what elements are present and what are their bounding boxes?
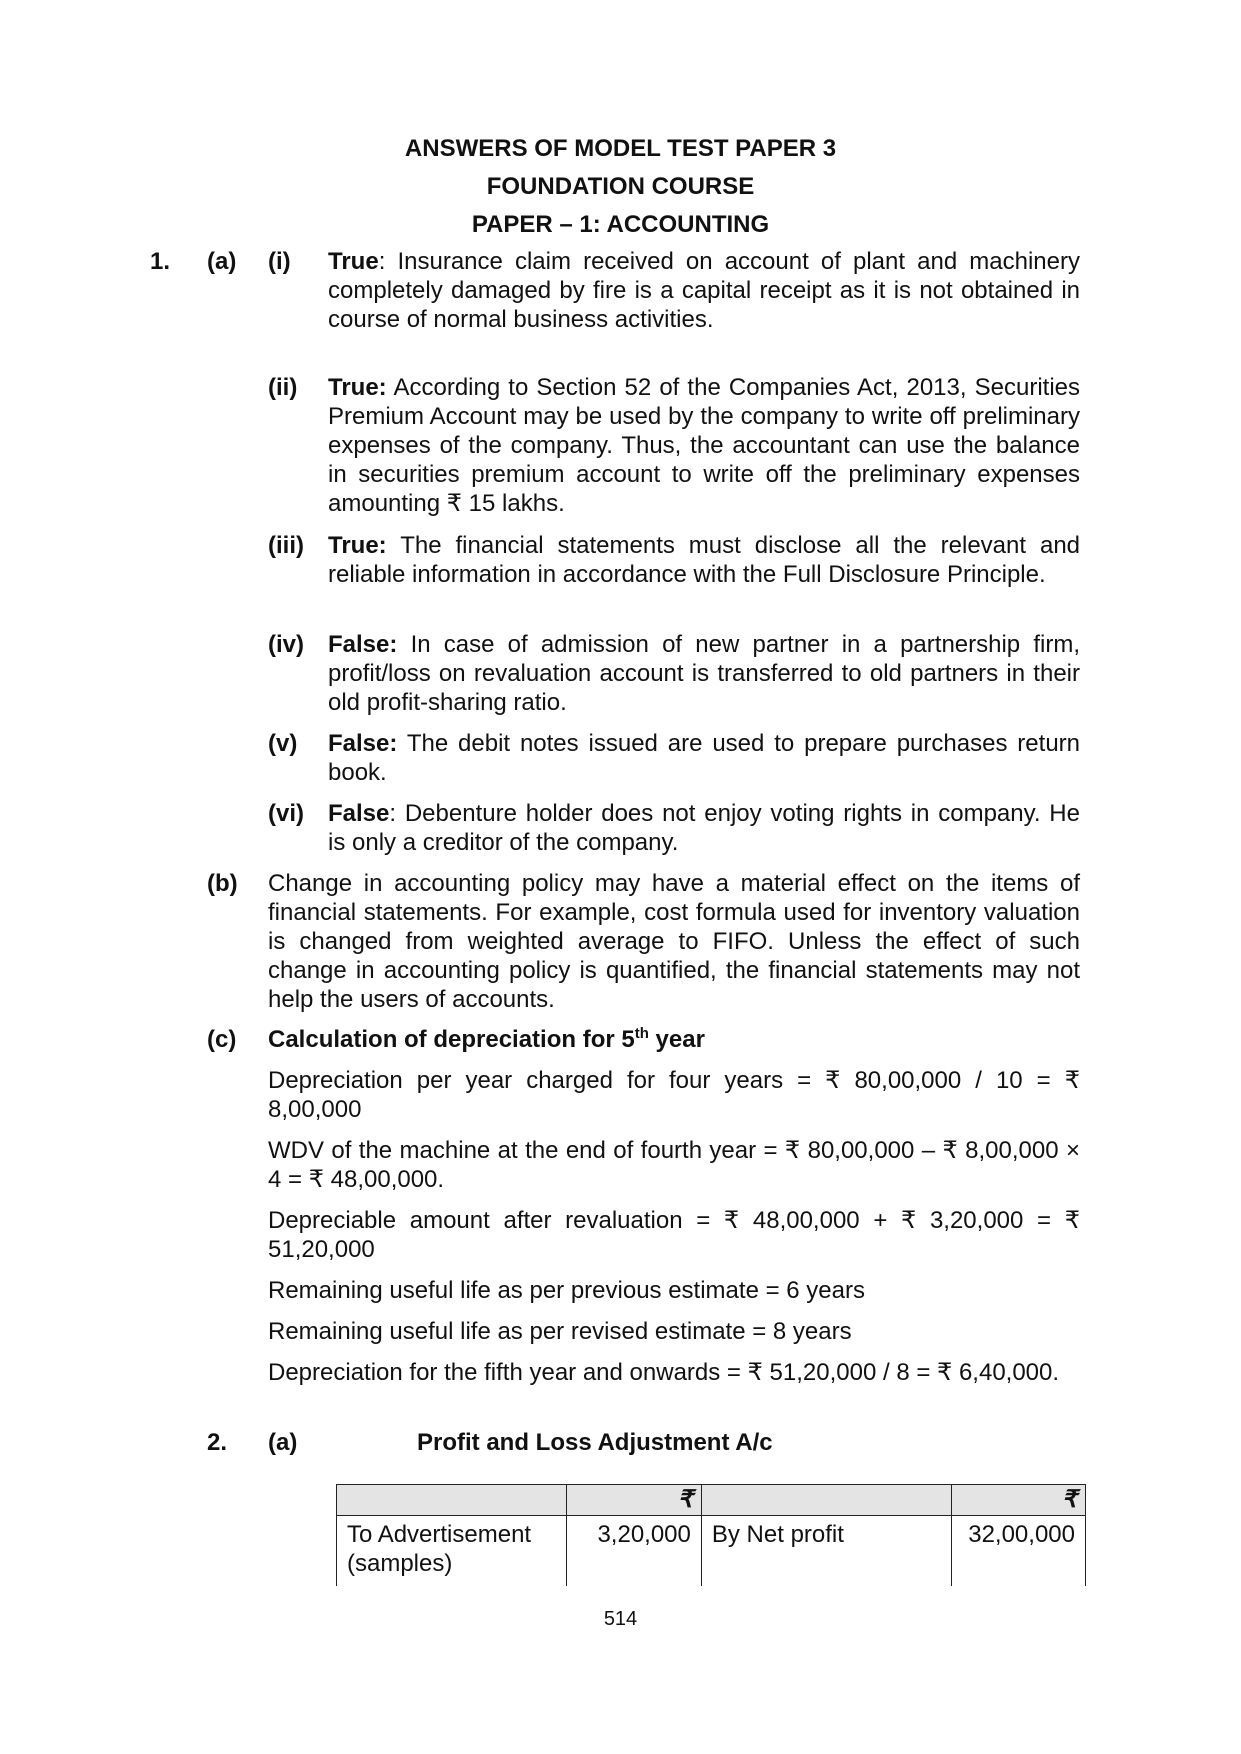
header-cr-currency: ₹ bbox=[951, 1485, 1085, 1516]
q1a-item-2-text: According to Section 52 of the Companies Act, 2013, Securities Premium Account may be used by the company to write off preliminary expenses of the company. Thus, the accountant can use the balance in securities premium account to write off the preliminary expenses amounting ₹ 15 lakhs. bbox=[328, 374, 1081, 517]
q1a-item-1-number: (i) bbox=[268, 248, 291, 275]
profit-loss-adjustment-table bbox=[336, 1484, 1086, 1586]
q1a-item-4-verdict: False: bbox=[328, 631, 398, 658]
question-2-number: 2. bbox=[207, 1429, 228, 1456]
q1a-item-5-answer bbox=[328, 729, 1080, 787]
q1-part-a-label: (a) bbox=[207, 248, 237, 275]
course-name: FOUNDATION COURSE bbox=[486, 173, 755, 200]
cr-particular: By Net profit bbox=[701, 1516, 951, 1587]
q1a-item-3-number: (iii) bbox=[268, 532, 304, 559]
cr-amount: 32,00,000 bbox=[951, 1516, 1085, 1587]
q1c-line-wdv: WDV of the machine at the end of fourth year = ₹ 80,00,000 – ₹ 8,00,000 × 4 = ₹ 48,00,000. bbox=[268, 1137, 1080, 1193]
q1a-item-5-text: The debit notes issued are used to prepare purchases return book. bbox=[328, 730, 1081, 786]
q2a-account-title: Profit and Loss Adjustment A/c bbox=[417, 1429, 773, 1456]
q1a-item-6-answer: False: Debenture holder does not enjoy voting rights in company. He is only a creditor of the company. bbox=[328, 800, 1080, 856]
dr-amount: 3,20,000 bbox=[567, 1516, 701, 1587]
q1a-item-2-verdict: True: bbox=[328, 374, 387, 401]
q1a-item-4-text: In case of admission of new partner in a partnership firm, profit/loss on revaluation account is transferred to old partners in their old profit-sharing ratio. bbox=[328, 631, 1080, 716]
q1-part-c-label: (c) bbox=[207, 1026, 237, 1053]
question-1-number: 1. bbox=[150, 248, 171, 275]
q1c-line-previous-life: Remaining useful life as per previous estimate = 6 years bbox=[268, 1277, 865, 1304]
q1c-line-fifth-year-depreciation: Depreciation for the fifth year and onwards = ₹ 51,20,000 / 8 = ₹ 6,40,000. bbox=[268, 1359, 1060, 1386]
q1a-item-5-number: (v) bbox=[268, 730, 298, 757]
q1a-item-6-number: (vi) bbox=[268, 800, 304, 827]
q1c-line-depreciable-amount: Depreciable amount after revaluation = ₹ 48,00,000 + ₹ 3,20,000 = ₹ 51,20,000 bbox=[268, 1207, 1080, 1263]
q1a-item-1-answer: True: Insurance claim received on account of plant and machinery completely damaged by fire is a capital receipt as it is not obtained in course of normal business activities. bbox=[328, 248, 1080, 333]
q1a-item-6-verdict: False bbox=[328, 800, 390, 827]
q1c-line-revised-life: Remaining useful life as per revised estimate = 8 years bbox=[268, 1318, 852, 1345]
header-cr-particulars bbox=[701, 1485, 951, 1516]
q1a-item-2-answer bbox=[328, 373, 1080, 518]
q1a-item-3-verdict: True: bbox=[328, 532, 387, 559]
paper-name: PAPER – 1: ACCOUNTING bbox=[471, 211, 770, 238]
q1-part-b-answer: Change in accounting policy may have a material effect on the items of financial statements. For example, cost formula used for inventory valuation is changed from weighted average to FIFO. Unless the effect of such change in accounting policy is quantified, the financial statements may not help the users of accounts. bbox=[268, 870, 1080, 1013]
dr-particular: To Advertisement (samples) bbox=[337, 1516, 567, 1587]
q1a-item-1-verdict: True bbox=[328, 248, 379, 275]
header-dr-particulars bbox=[337, 1485, 567, 1516]
page-number: 514 bbox=[603, 1608, 638, 1630]
q1a-item-5-verdict: False: bbox=[328, 730, 398, 757]
table-header-row bbox=[337, 1485, 1086, 1516]
document-title: ANSWERS OF MODEL TEST PAPER 3 bbox=[404, 135, 837, 162]
q1c-line-annual-depreciation: Depreciation per year charged for four years = ₹ 80,00,000 / 10 = ₹ 8,00,000 bbox=[268, 1067, 1080, 1123]
q1a-item-1-text: Insurance claim received on account of plant and machinery completely damaged by fire is a capital receipt as it is not obtained in course of normal business activities. bbox=[328, 248, 1080, 333]
table-row bbox=[337, 1516, 1086, 1587]
q1a-item-3-answer bbox=[328, 531, 1080, 589]
q1a-item-3-text: The financial statements must disclose all the relevant and reliable information in accordance with the Full Disclosure Principle. bbox=[328, 532, 1081, 588]
q1-part-b-label: (b) bbox=[207, 870, 238, 897]
q1a-item-2-number: (ii) bbox=[268, 374, 298, 401]
q1a-item-4-answer bbox=[328, 630, 1080, 717]
header-dr-currency: ₹ bbox=[567, 1485, 701, 1516]
q1c-heading: Calculation of depreciation for 5th year bbox=[268, 1025, 705, 1053]
q1a-item-6-text: Debenture holder does not enjoy voting rights in company. He is only a creditor of the company. bbox=[328, 800, 1080, 856]
q1a-item-4-number: (iv) bbox=[268, 631, 304, 658]
q2-part-a-label: (a) bbox=[268, 1429, 298, 1456]
